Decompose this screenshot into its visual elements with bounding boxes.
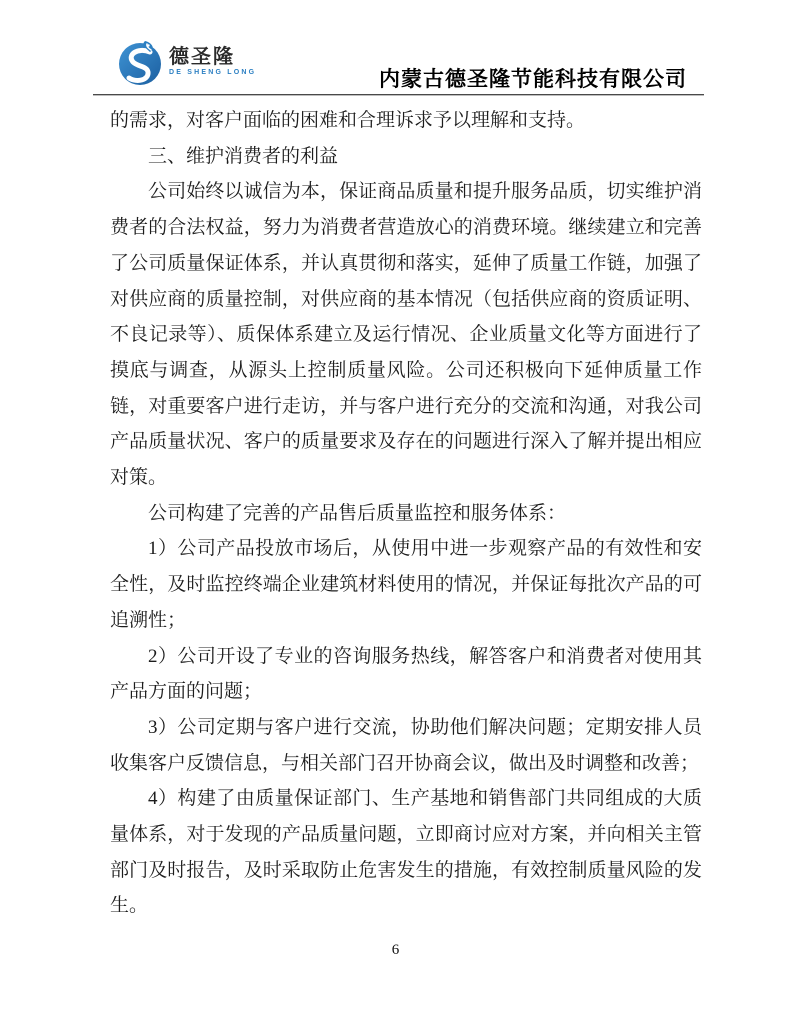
company-logo: [117, 37, 256, 87]
paragraph: 4）构建了由质量保证部门、生产基地和销售部门共同组成的大质量体系，对于发现的产品质量问题，立即商讨应对方案，并向相关主管部门及时报告，及时采取防止危害发生的措施，有效控制质量风险的发生。: [110, 788, 702, 917]
document-body: [110, 103, 702, 924]
paragraph: 公司始终以诚信为本，保证商品质量和提升服务品质，切实维护消费者的合法权益，努力为消费者营造放心的消费环境。继续建立和完善了公司质量保证体系，并认真贯彻和落实，延伸了质量工作链，加强了对供应商的质量控制，对供应商的基本情况（包括供应商的资质证明、不良记录等）、质保体系建立及运行情况、企业质量文化等方面进行了摸底与调查，从源头上控制质量风险。公司还积极向下延伸质量工作链，对重要客户进行走访，并与客户进行充分的交流和沟通，对我公司产品质量状况、客户的质量要求及存在的问题进行深入了解并提出相应对策。: [110, 181, 702, 489]
logo-name-en: DE SHENG LONG: [169, 68, 257, 76]
paragraph: 的需求，对客户面临的困难和合理诉求予以理解和支持。: [110, 110, 586, 131]
paragraph: 2）公司开设了专业的咨询服务热线，解答客户和消费者对使用其产品方面的问题；: [110, 645, 702, 703]
dragon-emblem-icon: [117, 37, 165, 87]
page-number: 6: [391, 942, 400, 958]
logo-text: [169, 47, 256, 78]
page-header: [0, 0, 791, 97]
paragraph: 3）公司定期与客户进行交流，协助他们解决问题；定期安排人员收集客户反馈信息，与相关部门召开协商会议，做出及时调整和改善；: [110, 716, 702, 774]
header-divider: [93, 94, 704, 96]
paragraph: 三、维护消费者的利益: [148, 145, 339, 167]
paragraph: 公司构建了完善的产品售后质量监控和服务体系：: [148, 502, 567, 524]
paragraph: 1）公司产品投放市场后，从使用中进一步观察产品的有效性和安全性，及时监控终端企业建筑材料使用的情况，并保证每批次产品的可追溯性；: [110, 538, 702, 631]
company-name: 内蒙古德圣隆节能科技有限公司: [379, 67, 687, 91]
logo-name-cn: 德圣隆: [169, 45, 235, 68]
